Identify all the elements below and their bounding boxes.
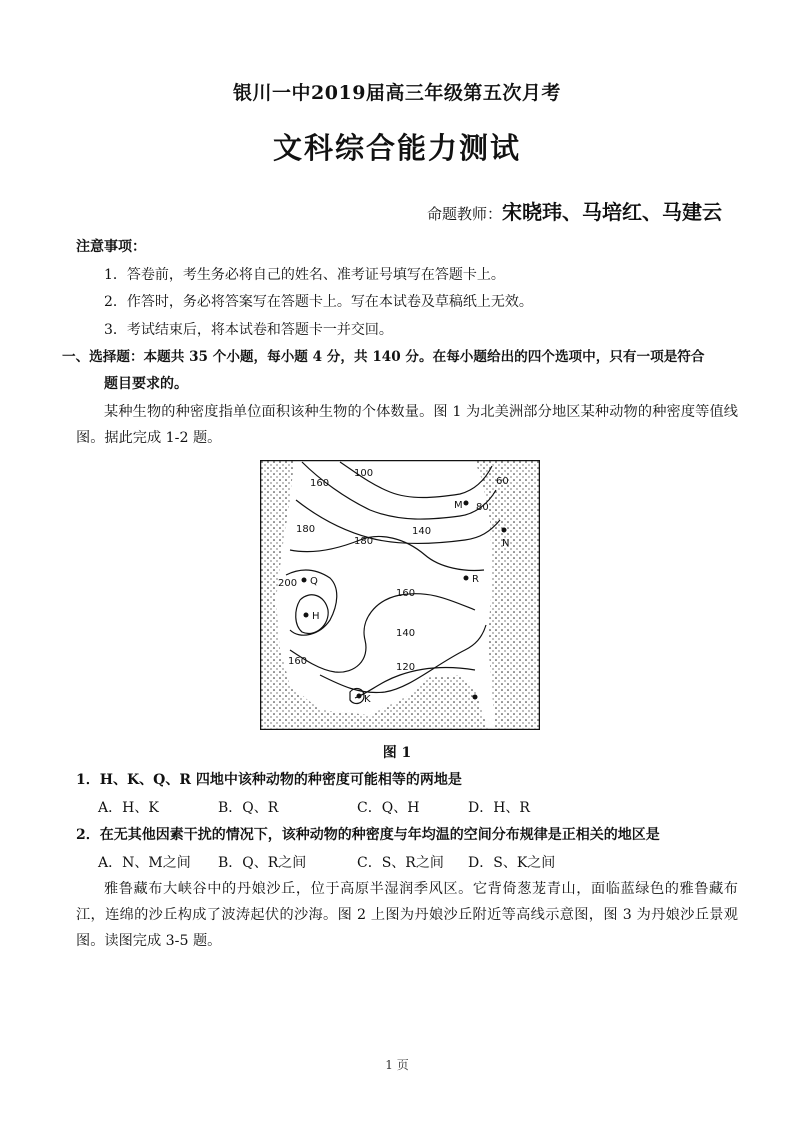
point-label: N <box>502 538 510 549</box>
contour-label: 160 <box>288 656 308 667</box>
section-heading-cont: 题目要求的。 <box>104 376 188 392</box>
authors-label: 命题教师： <box>426 205 502 223</box>
answer-option: D．S、K之间 <box>468 855 556 871</box>
contour-label: 160 <box>310 478 330 489</box>
intro-paragraph: 某种生物的种密度指单位面积该种生物的个体数量。图 1 为北美洲部分地区某种动物的种密度等值线图。据此完成 1-2 题。 <box>76 404 738 446</box>
point-label: Q <box>310 576 318 587</box>
contour-label: 60 <box>496 476 509 487</box>
point-label: R <box>472 574 479 585</box>
point-label: K <box>364 694 371 705</box>
section-heading: 一、选择题：本题共 35 个小题，每小题 4 分，共 140 分。在每小题给出的四个选项中，只有一项是符合 <box>62 349 705 365</box>
intro-paragraph: 雅鲁藏布大峡谷中的丹娘沙丘，位于高原半湿润季风区。它背倚葱茏青山，面临蓝绿色的雅鲁藏布江，连绵的沙丘构成了波涛起伏的沙海。图 2 上图为丹娘沙丘附近等高线示意图，图 3 为丹娘沙丘景观图。读图完成 3-5 题。 <box>76 881 738 949</box>
notice-item: 2．作答时，务必将答案写在答题卡上。写在本试卷及草稿纸上无效。 <box>104 294 533 310</box>
answer-option: B．Q、R之间 <box>218 855 307 871</box>
contour-label: 120 <box>396 662 416 673</box>
notice-item: 3．考试结束后，将本试卷和答题卡一并交回。 <box>104 322 393 338</box>
authors-line <box>427 196 722 225</box>
contour-label: 100 <box>354 468 374 479</box>
figure-caption: 图 1 <box>382 745 412 761</box>
contour-label: 140 <box>412 526 432 537</box>
answer-option: D．H、R <box>468 800 530 816</box>
contour-label: 200 <box>278 578 298 589</box>
question-stem: 2．在无其他因素干扰的情况下，该种动物的种密度与年均温的空间分布规律是正相关的地区是 <box>76 827 660 843</box>
exam-title: 文科综合能力测试 <box>272 131 521 165</box>
contour-label: 180 <box>354 536 374 547</box>
contour-label: 160 <box>396 588 416 599</box>
answer-option: C．S、R之间 <box>357 855 444 871</box>
exam-subtitle: 银川一中2019届高三年级第五次月考 <box>233 82 561 104</box>
notice-item: 1．答卷前，考生务必将自己的姓名、准考证号填写在答题卡上。 <box>104 267 505 283</box>
question-stem: 1．H、K、Q、R 四地中该种动物的种密度可能相等的两地是 <box>76 772 462 788</box>
authors-names: 宋晓玮、马培红、马建云 <box>502 200 722 224</box>
point-label: M <box>454 500 463 511</box>
point-label: H <box>312 611 320 622</box>
figure-contour-map <box>260 460 540 730</box>
answer-option: C．Q、H <box>357 800 420 816</box>
notice-heading: 注意事项： <box>76 239 146 255</box>
answer-option: A．H、K <box>98 800 159 816</box>
contour-label: 180 <box>296 524 316 535</box>
contour-label: 140 <box>396 628 416 639</box>
answer-option: A．N、M之间 <box>98 855 191 871</box>
answer-option: B．Q、R <box>218 800 279 816</box>
page-number: 1 页 <box>385 1058 409 1072</box>
contour-label: 80 <box>476 502 489 513</box>
